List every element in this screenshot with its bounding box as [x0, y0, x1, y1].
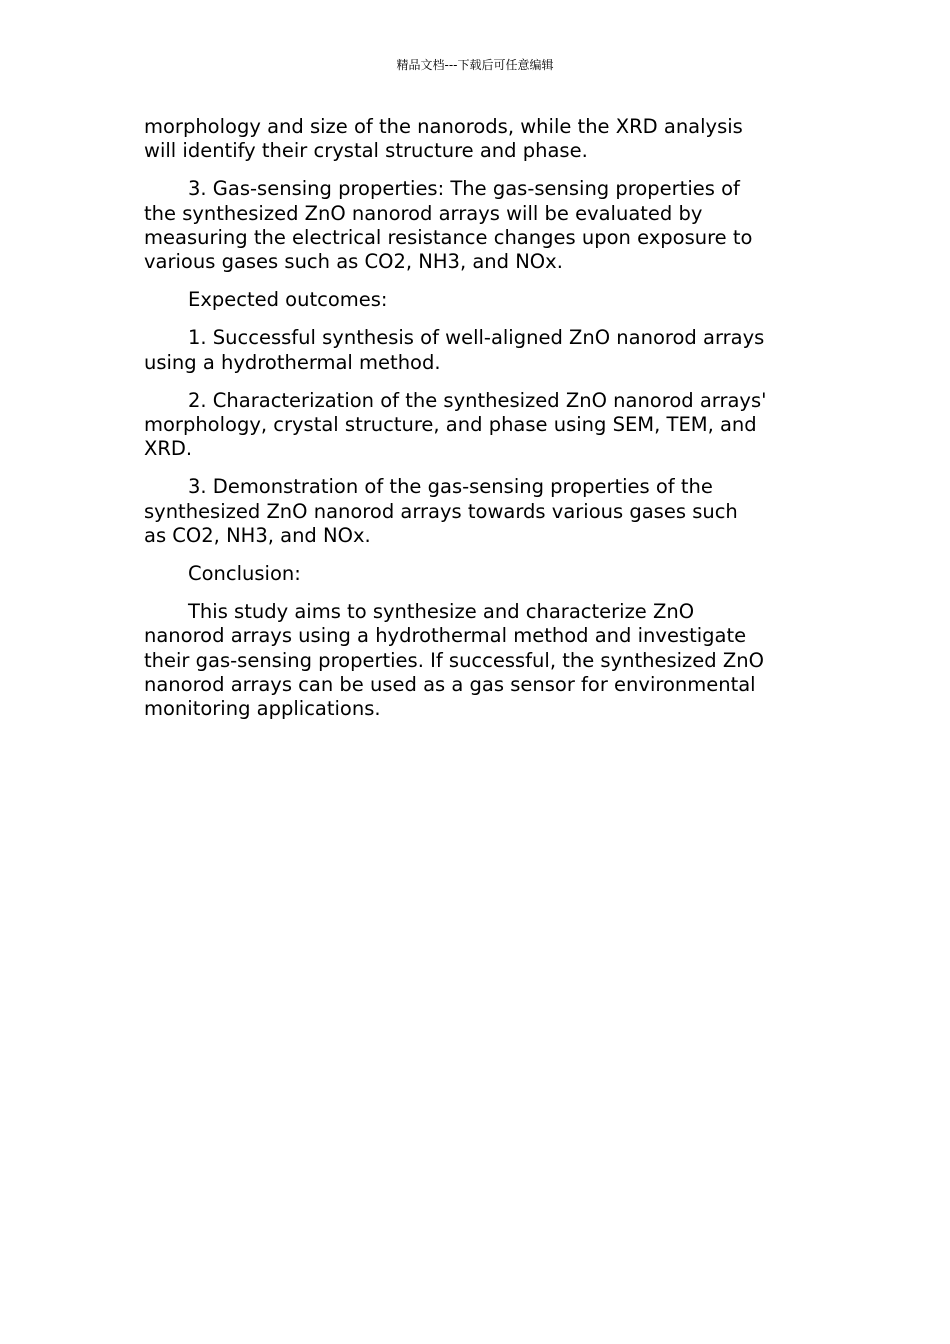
heading-conclusion: Conclusion:: [188, 562, 301, 586]
document-body: [144, 115, 808, 735]
outcome-item-1: 1. Successful synthesis of well-aligned ZnO nanorod arrays using a hydrothermal method.: [144, 326, 765, 374]
outcome-item-3: 3. Demonstration of the gas-sensing properties of the synthesized ZnO nanorod arrays towards various gases such as CO2, NH3, and NOx.: [144, 475, 738, 547]
outcome-item-2: 2. Characterization of the synthesized ZnO nanorod arrays' morphology, crystal structure, and phase using SEM, TEM, and XRD.: [144, 388, 767, 461]
heading-expected-outcomes: Expected outcomes:: [188, 288, 388, 312]
paragraph-gas-sensing-method: 3. Gas-sensing properties: The gas-sensing properties of the synthesized ZnO nanorod arrays will be evaluated by measuring the electrical resistance changes upon exposure to various gases such as CO2, NH3, and NOx.: [144, 177, 753, 274]
page-header: 精品文档---下载后可任意编辑: [396, 58, 554, 72]
paragraph-continuation: morphology and size of the nanorods, while the XRD analysis will identify their crystal structure and phase.: [144, 115, 743, 163]
paragraph-conclusion: This study aims to synthesize and characterize ZnO nanorod arrays using a hydrothermal method and investigate their gas-sensing properties. If successful, the synthesized ZnO nanorod arrays can be used as a gas sensor for environmental monitoring applications.: [144, 600, 764, 721]
